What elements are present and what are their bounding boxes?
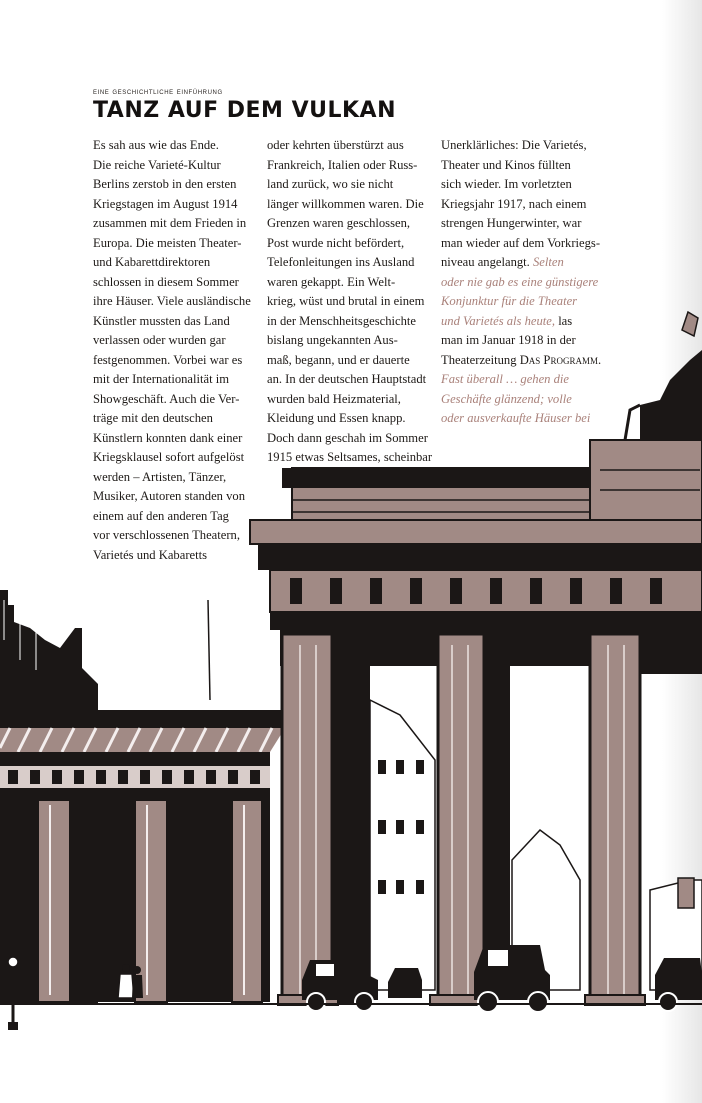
text-line: Doch dann geschah im Sommer: [267, 430, 428, 445]
quote-run: und Varietés als heute,: [441, 313, 556, 328]
text-line: Es sah aus wie das Ende.: [93, 138, 219, 152]
text-line: festgenommen. Vorbei war es: [93, 352, 243, 367]
text-line: strengen Hungerwinter, war: [441, 216, 582, 230]
text-line: land zurück, wo sie nicht: [267, 177, 394, 191]
text-run: Theaterzeitung: [441, 352, 517, 367]
section-kicker: eine geschichtliche einführung: [93, 86, 223, 96]
left-building: [0, 590, 285, 1003]
text-line: Post wurde nicht befördert,: [267, 235, 405, 250]
quote-line: Konjunktur für die Theater: [441, 294, 578, 308]
quote-line: Fast überall … gehen die: [441, 372, 570, 386]
text-line: man im Januar 1918 in der: [441, 333, 576, 347]
text-line: Die reiche Varieté-Kultur: [93, 157, 221, 172]
text-line: Varietés und Kabaretts: [93, 547, 208, 562]
publication-name: Das Programm.: [519, 352, 602, 367]
text-line: und Kabarettdirektoren: [93, 255, 211, 269]
text-line: mit der Internationalität im: [93, 372, 230, 386]
text-line: Berlins zerstob in den ersten: [93, 177, 237, 191]
text-line: zusammen mit dem Frieden in: [93, 216, 247, 230]
text-line: Musiker, Autoren standen von: [93, 489, 245, 503]
text-line: Künstlern konnten dank einer: [93, 430, 243, 445]
text-line: Unerklärliches: Die Varietés,: [441, 138, 587, 152]
text-line: oder kehrten überstürzt aus: [267, 138, 404, 152]
text-line: wurden bald Heizmaterial,: [267, 391, 401, 406]
text-line: Kriegstagen im August 1914: [93, 196, 238, 211]
quote-run: Selten: [532, 255, 564, 269]
text-line: länger willkommen waren. Die: [267, 196, 424, 211]
text-line: Showgeschäft. Auch die Ver-: [93, 391, 240, 406]
text-line: verlassen oder wurden gar: [93, 333, 226, 347]
text-line: Telefonleitungen ins Ausland: [267, 255, 415, 269]
text-line: sich wieder. Im vorletzten: [441, 177, 572, 191]
text-line: vor verschlossenen Theatern,: [93, 528, 240, 542]
text-line: Theater und Kinos füllten: [441, 157, 571, 172]
text-line: ihre Häuser. Viele ausländische: [93, 294, 251, 308]
text-line: waren gekappt. Ein Welt-: [267, 274, 396, 289]
quote-line: oder nie gab es eine günstigere: [441, 274, 599, 289]
text-line: Europa. Die meisten Theater-: [93, 235, 242, 250]
text-line: Grenzen waren geschlossen,: [267, 216, 411, 230]
page-title: TANZ AUF DEM VULKAN: [93, 98, 396, 123]
text-line: in der Menschheitsgeschichte: [267, 313, 416, 328]
quote-line: Geschäfte glänzend; volle: [441, 391, 572, 406]
text-line: Kriegsklausel sofort aufgelöst: [93, 450, 245, 464]
text-run: niveau angelangt.: [441, 255, 530, 269]
text-line: krieg, wüst und brutal in einem: [267, 294, 425, 308]
text-line: 1915 etwas Seltsames, scheinbar: [267, 450, 433, 464]
text-line: träge mit den deutschen: [93, 411, 213, 425]
quote-line: oder ausverkaufte Häuser bei: [441, 411, 591, 425]
text-line: werden – Artisten, Tänzer,: [93, 469, 227, 484]
text-line: Kleidung und Essen knapp.: [267, 411, 406, 425]
text-line: Frankreich, Italien oder Russ-: [267, 157, 418, 172]
text-line: maß, begann, und er dauerte: [267, 352, 410, 367]
text-line: Kriegsjahr 1917, nach einem: [441, 196, 587, 211]
text-line: schlossen in diesem Sommer: [93, 274, 239, 289]
gate-structure: [250, 312, 702, 1005]
text-line: man wieder auf dem Vorkriegs-: [441, 235, 601, 250]
text-line: Künstler mussten das Land: [93, 313, 230, 328]
text-line: bislang ungekannten Aus-: [267, 333, 398, 347]
text-line: einem auf den anderen Tag: [93, 508, 229, 523]
text-line: an. In der deutschen Hauptstadt: [267, 372, 427, 386]
text-run: las: [558, 313, 573, 328]
